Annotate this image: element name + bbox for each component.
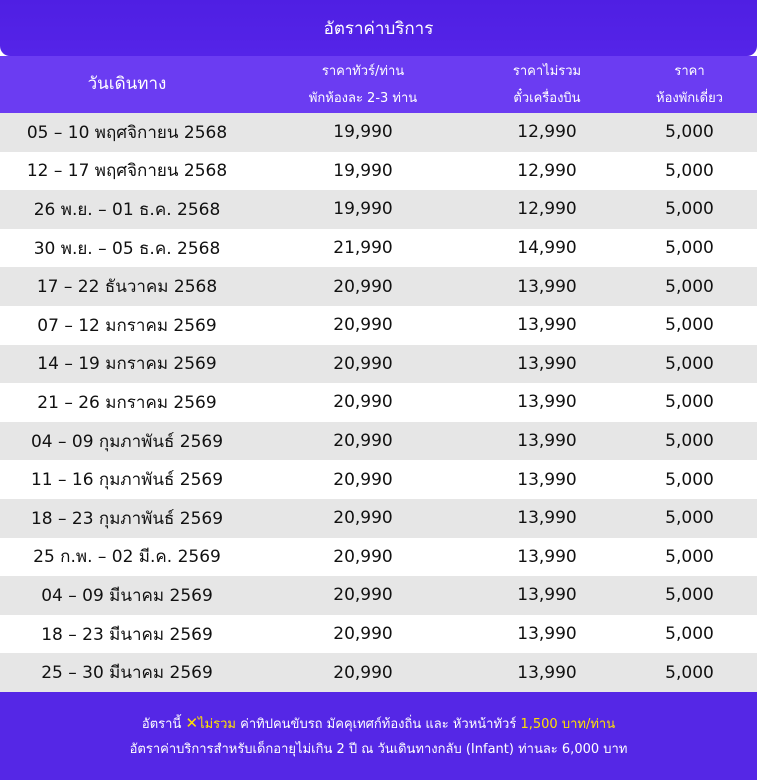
travel-date-cell: 07 – 12 มกราคม 2569 [37, 315, 217, 336]
tour-price-cell: 20,990 [333, 662, 393, 683]
table-header [0, 56, 757, 113]
table-row [0, 229, 757, 268]
travel-date-cell: 11 – 16 กุมภาพันธ์ 2569 [30, 470, 224, 491]
travel-date-cell: 30 พ.ย. – 05 ธ.ค. 2568 [33, 238, 221, 259]
no-ticket-price-cell: 13,990 [517, 546, 577, 567]
table-row [0, 267, 757, 306]
footer-note-infant: อัตราค่าบริการสำหรับเด็กอายุไม่เกิน 2 ปี ณ วันเดินทางกลับ (Infant) ท่านละ 6,000 บาท [129, 741, 628, 757]
no-ticket-price-cell: 12,990 [517, 160, 577, 181]
tour-price-cell: 21,990 [333, 238, 393, 259]
tour-price-cell: 20,990 [333, 353, 393, 374]
table-row [0, 460, 757, 499]
single-room-price-cell: 5,000 [665, 392, 714, 413]
header-single-room-line2: ห้องพักเดี่ยว [656, 90, 723, 106]
single-room-price-cell: 5,000 [665, 624, 714, 645]
travel-date-cell: 14 – 19 มกราคม 2569 [37, 354, 217, 375]
single-room-price-cell: 5,000 [665, 431, 714, 452]
table-row [0, 383, 757, 422]
single-room-price-cell: 5,000 [665, 238, 714, 259]
table-footer [0, 692, 757, 780]
table-row [0, 499, 757, 538]
single-room-price-cell: 5,000 [665, 199, 714, 220]
travel-date-cell: 12 – 17 พฤศจิกายน 2568 [26, 161, 228, 182]
travel-date-cell: 04 – 09 กุมภาพันธ์ 2569 [30, 431, 224, 452]
no-ticket-price-cell: 13,990 [517, 508, 577, 529]
travel-date-cell: 21 – 26 มกราคม 2569 [37, 392, 217, 413]
footer-prefix: อัตรานี้ [141, 716, 182, 732]
tour-price-cell: 20,990 [333, 508, 393, 529]
travel-date-cell: 25 ก.พ. – 02 มี.ค. 2569 [33, 547, 221, 568]
single-room-price-cell: 5,000 [665, 546, 714, 567]
header-tour-price-line2: พักห้องละ 2-3 ท่าน [308, 90, 418, 106]
header-tour-price-line1: ราคาทัวร์/ท่าน [321, 63, 405, 79]
not-included-label: ไม่รวม [198, 716, 237, 732]
x-mark-icon: ✕ [185, 713, 199, 732]
header-travel-date-label: วันเดินทาง [87, 74, 167, 94]
tour-price-cell: 20,990 [333, 469, 393, 490]
travel-date-cell: 17 – 22 ธันวาคม 2568 [36, 277, 218, 298]
single-room-price-cell: 5,000 [665, 315, 714, 336]
tour-price-cell: 20,990 [333, 546, 393, 567]
no-ticket-price-cell: 13,990 [517, 276, 577, 297]
footer-note-tips [142, 711, 615, 737]
table-row [0, 422, 757, 461]
single-room-price-cell: 5,000 [665, 662, 714, 683]
single-room-price-cell: 5,000 [665, 469, 714, 490]
no-ticket-price-cell: 12,990 [517, 122, 577, 143]
table-row [0, 190, 757, 229]
no-ticket-price-cell: 13,990 [517, 624, 577, 645]
tour-price-cell: 20,990 [333, 431, 393, 452]
table-body [0, 113, 757, 692]
no-ticket-price-cell: 14,990 [517, 238, 577, 259]
table-row [0, 538, 757, 577]
no-ticket-price-cell: 13,990 [517, 353, 577, 374]
travel-date-cell: 18 – 23 กุมภาพันธ์ 2569 [30, 508, 224, 529]
table-row [0, 653, 757, 692]
tour-price-cell: 19,990 [333, 160, 393, 181]
tour-price-cell: 20,990 [333, 392, 393, 413]
header-tour-price [254, 56, 472, 113]
tour-price-cell: 19,990 [333, 122, 393, 143]
single-room-price-cell: 5,000 [665, 160, 714, 181]
table-row [0, 615, 757, 654]
no-ticket-price-cell: 12,990 [517, 199, 577, 220]
travel-date-cell: 18 – 23 มีนาคม 2569 [41, 624, 213, 645]
header-no-ticket-line2: ตั๋วเครื่องบิน [513, 90, 581, 106]
tip-amount: 1,500 บาท/ท่าน [520, 716, 616, 732]
travel-date-cell: 26 พ.ย. – 01 ธ.ค. 2568 [33, 199, 221, 220]
table-row [0, 576, 757, 615]
travel-date-cell: 25 – 30 มีนาคม 2569 [41, 663, 213, 684]
tour-price-cell: 20,990 [333, 624, 393, 645]
tour-price-cell: 20,990 [333, 315, 393, 336]
tour-price-cell: 20,990 [333, 276, 393, 297]
table-row [0, 113, 757, 152]
no-ticket-price-cell: 13,990 [517, 431, 577, 452]
tour-price-cell: 20,990 [333, 585, 393, 606]
travel-date-cell: 04 – 09 มีนาคม 2569 [41, 585, 213, 606]
travel-date-cell: 05 – 10 พฤศจิกายน 2568 [26, 122, 228, 143]
header-no-ticket-price [472, 56, 622, 113]
no-ticket-price-cell: 13,990 [517, 392, 577, 413]
no-ticket-price-cell: 13,990 [517, 315, 577, 336]
no-ticket-price-cell: 13,990 [517, 585, 577, 606]
tour-price-cell: 19,990 [333, 199, 393, 220]
no-ticket-price-cell: 13,990 [517, 469, 577, 490]
single-room-price-cell: 5,000 [665, 276, 714, 297]
single-room-price-cell: 5,000 [665, 585, 714, 606]
header-no-ticket-line1: ราคาไม่รวม [512, 63, 582, 79]
footer-tips-text: ค่าทิปคนขับรถ มัคคุเทศก์ท้องถิ่น และ หัวหน้าทัวร์ [240, 716, 517, 732]
single-room-price-cell: 5,000 [665, 353, 714, 374]
header-single-room-line1: ราคา [674, 63, 705, 79]
header-single-room [622, 56, 757, 113]
table-title: อัตราค่าบริการ [0, 0, 757, 56]
table-row [0, 345, 757, 384]
table-row [0, 152, 757, 191]
no-ticket-price-cell: 13,990 [517, 662, 577, 683]
single-room-price-cell: 5,000 [665, 122, 714, 143]
single-room-price-cell: 5,000 [665, 508, 714, 529]
table-row [0, 306, 757, 345]
header-travel-date [0, 56, 254, 113]
